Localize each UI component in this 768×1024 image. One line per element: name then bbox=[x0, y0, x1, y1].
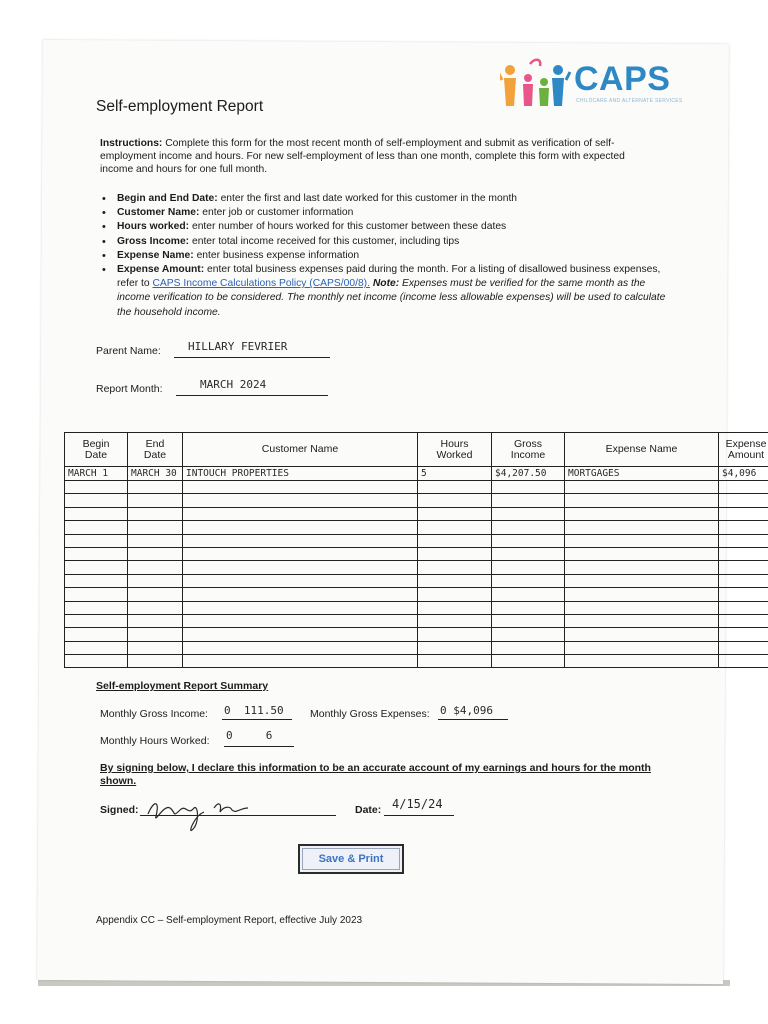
table-row bbox=[65, 494, 768, 507]
cell-expense-name[interactable] bbox=[565, 574, 719, 587]
cell-begin-date[interactable] bbox=[65, 614, 128, 627]
cell-gross-income[interactable] bbox=[492, 534, 565, 547]
cell-gross-income[interactable] bbox=[492, 547, 565, 560]
table-row bbox=[65, 534, 768, 547]
cell-hours-worked[interactable] bbox=[418, 601, 492, 614]
cell-end-date[interactable] bbox=[128, 588, 183, 601]
cell-expense-name[interactable] bbox=[565, 588, 719, 601]
table-row bbox=[65, 521, 768, 534]
bullet-label: Gross Income: bbox=[117, 235, 190, 247]
summary-title: Self-employment Report Summary bbox=[96, 680, 269, 692]
bullet-item bbox=[100, 192, 668, 206]
cell-gross-income[interactable] bbox=[492, 507, 565, 520]
parent-name-field[interactable]: HILLARY FEVRIER bbox=[188, 340, 288, 353]
hours-worked-field[interactable]: 0 6 bbox=[226, 729, 273, 742]
header-customer-name: Customer Name bbox=[183, 433, 418, 467]
cell-customer-name[interactable] bbox=[183, 614, 418, 627]
hours-worked-label: Monthly Hours Worked: bbox=[100, 735, 210, 747]
cell-customer-name[interactable] bbox=[183, 588, 418, 601]
signature-scribble[interactable] bbox=[144, 794, 254, 834]
cell-gross-income[interactable] bbox=[492, 588, 565, 601]
cell-hours-worked[interactable] bbox=[418, 588, 492, 601]
cell-customer-name[interactable] bbox=[183, 481, 418, 494]
cell-expense-name[interactable] bbox=[565, 641, 719, 654]
cell-customer-name[interactable] bbox=[183, 601, 418, 614]
cell-expense-name[interactable]: MORTGAGES bbox=[565, 467, 719, 481]
cell-begin-date[interactable] bbox=[65, 588, 128, 601]
cell-end-date[interactable] bbox=[128, 547, 183, 560]
cell-customer-name[interactable] bbox=[183, 507, 418, 520]
footer-text: Appendix CC – Self-employment Report, effective July 2023 bbox=[96, 915, 363, 926]
cell-expense-amount[interactable] bbox=[719, 574, 768, 587]
cell-expense-name[interactable] bbox=[565, 547, 719, 560]
bullet-text: enter job or customer information bbox=[202, 207, 354, 219]
date-label: Date: bbox=[355, 804, 382, 816]
bullet-text: enter total business expenses paid during the month. For a listing of disallowed business expenses, refer to bbox=[117, 264, 661, 290]
cell-customer-name[interactable] bbox=[183, 521, 418, 534]
cell-end-date[interactable] bbox=[128, 507, 183, 520]
instructions-text: Complete this form for the most recent month of self-employment and submit as verification of self-employment income and hours. For new self-employment of less than one month, complete this form with expected income and hours for one full month. bbox=[100, 138, 625, 176]
bullet-text: enter total income received for this customer, including tips bbox=[191, 235, 460, 247]
cell-gross-income[interactable] bbox=[492, 481, 565, 494]
cell-expense-name[interactable] bbox=[565, 614, 719, 627]
cell-customer-name[interactable] bbox=[183, 628, 418, 641]
cell-expense-name[interactable] bbox=[565, 655, 719, 668]
note-text: Expenses must be verified for the same month as the income verification to be considered. The monthly net income (income less allowable expenses) will be used to calculate the household income. bbox=[117, 278, 666, 318]
instructions bbox=[100, 137, 660, 177]
bullet-text: enter the first and last date worked for this customer in the month bbox=[220, 193, 518, 204]
cell-expense-amount[interactable] bbox=[719, 561, 768, 574]
table-row bbox=[65, 507, 768, 520]
header-expense-name: Expense Name bbox=[565, 433, 719, 467]
date-field[interactable]: 4/15/24 bbox=[392, 797, 443, 811]
family-figures-icon bbox=[500, 56, 572, 110]
cell-expense-name[interactable] bbox=[565, 481, 719, 494]
table-row bbox=[65, 601, 768, 614]
cell-begin-date[interactable] bbox=[65, 641, 128, 654]
gross-income-label: Monthly Gross Income: bbox=[100, 708, 208, 720]
cell-expense-name[interactable] bbox=[565, 494, 719, 507]
cell-expense-name[interactable] bbox=[565, 534, 719, 547]
cell-hours-worked[interactable] bbox=[418, 547, 492, 560]
cell-expense-name[interactable] bbox=[565, 561, 719, 574]
report-month-label: Report Month: bbox=[96, 383, 163, 395]
declaration-text: By signing below, I declare this information to be an accurate account of my earnings and hours for the month shown. bbox=[100, 762, 651, 787]
note-label: Note: bbox=[372, 278, 400, 290]
cell-expense-amount[interactable] bbox=[719, 494, 768, 507]
cell-end-date[interactable] bbox=[128, 574, 183, 587]
bullet-item bbox=[100, 235, 668, 249]
cell-gross-income[interactable]: $4,207.50 bbox=[492, 467, 565, 481]
cell-expense-name[interactable] bbox=[565, 521, 719, 534]
logo-tagline: CHILDCARE AND ALTERNATE SERVICES bbox=[576, 98, 683, 104]
header-begin-date: Begin Date bbox=[65, 433, 128, 467]
gross-expenses-label: Monthly Gross Expenses: bbox=[310, 708, 430, 720]
income-expense-table bbox=[64, 432, 768, 668]
bullet-item bbox=[100, 249, 668, 263]
cell-expense-name[interactable] bbox=[565, 601, 719, 614]
report-month-field[interactable]: MARCH 2024 bbox=[200, 378, 267, 391]
cell-gross-income[interactable] bbox=[492, 641, 565, 654]
cell-expense-amount[interactable] bbox=[719, 547, 768, 560]
bullet-label: Customer Name: bbox=[117, 207, 200, 219]
cell-end-date[interactable] bbox=[128, 601, 183, 614]
cell-expense-amount[interactable] bbox=[719, 655, 768, 668]
bullet-text: enter business expense information bbox=[196, 249, 360, 261]
bullet-label: Expense Name: bbox=[117, 249, 194, 261]
save-print-button[interactable] bbox=[298, 844, 404, 874]
cell-expense-amount[interactable] bbox=[719, 601, 768, 614]
save-print-label: Save & Print bbox=[318, 853, 384, 865]
cell-begin-date[interactable] bbox=[65, 547, 128, 560]
bullet-text: enter number of hours worked for this customer between these dates bbox=[191, 221, 507, 233]
cell-customer-name[interactable] bbox=[183, 655, 418, 668]
cell-hours-worked[interactable] bbox=[418, 481, 492, 494]
table-body bbox=[65, 467, 768, 668]
cell-begin-date[interactable]: MARCH 1 bbox=[65, 467, 128, 481]
logo-wordmark: CAPS bbox=[574, 60, 671, 98]
cell-gross-income[interactable] bbox=[492, 655, 565, 668]
cell-end-date[interactable] bbox=[128, 494, 183, 507]
cell-expense-amount[interactable] bbox=[719, 481, 768, 494]
cell-expense-amount[interactable] bbox=[719, 521, 768, 534]
cell-hours-worked[interactable] bbox=[418, 521, 492, 534]
cell-expense-name[interactable] bbox=[565, 507, 719, 520]
header-hours-worked: Hours Worked bbox=[418, 433, 492, 467]
table-header-row bbox=[65, 433, 768, 467]
cell-begin-date[interactable] bbox=[65, 534, 128, 547]
parent-name-label: Parent Name: bbox=[96, 345, 161, 357]
header-gross-income: Gross Income bbox=[492, 433, 565, 467]
cell-expense-amount[interactable] bbox=[719, 534, 768, 547]
table-row bbox=[65, 641, 768, 654]
cell-hours-worked[interactable] bbox=[418, 534, 492, 547]
cell-end-date[interactable] bbox=[128, 655, 183, 668]
table-row bbox=[65, 561, 768, 574]
bullet-item bbox=[100, 263, 668, 320]
cell-customer-name[interactable] bbox=[183, 641, 418, 654]
cell-begin-date[interactable] bbox=[65, 521, 128, 534]
cell-expense-amount[interactable] bbox=[719, 588, 768, 601]
cell-end-date[interactable] bbox=[128, 641, 183, 654]
cell-expense-name[interactable] bbox=[565, 628, 719, 641]
cell-hours-worked[interactable] bbox=[418, 655, 492, 668]
table-row bbox=[65, 481, 768, 494]
header-expense-amount: Expense Amount bbox=[719, 433, 768, 467]
cell-end-date[interactable] bbox=[128, 481, 183, 494]
cell-begin-date[interactable] bbox=[65, 481, 128, 494]
cell-end-date[interactable]: MARCH 30 bbox=[128, 467, 183, 481]
cell-expense-amount[interactable]: $4,096 bbox=[719, 467, 768, 481]
table-row bbox=[65, 547, 768, 560]
cell-begin-date[interactable] bbox=[65, 574, 128, 587]
cell-end-date[interactable] bbox=[128, 561, 183, 574]
cell-gross-income[interactable] bbox=[492, 561, 565, 574]
cell-hours-worked[interactable] bbox=[418, 641, 492, 654]
cell-hours-worked[interactable] bbox=[418, 561, 492, 574]
table-row bbox=[65, 655, 768, 668]
cell-begin-date[interactable] bbox=[65, 494, 128, 507]
cell-gross-income[interactable] bbox=[492, 614, 565, 627]
cell-customer-name[interactable] bbox=[183, 561, 418, 574]
cell-customer-name[interactable] bbox=[183, 494, 418, 507]
cell-begin-date[interactable] bbox=[65, 507, 128, 520]
caps-logo bbox=[500, 56, 690, 110]
cell-hours-worked[interactable] bbox=[418, 614, 492, 627]
policy-link[interactable]: CAPS Income Calculations Policy (CAPS/00/8). bbox=[152, 278, 370, 290]
cell-begin-date[interactable] bbox=[65, 628, 128, 641]
cell-gross-income[interactable] bbox=[492, 628, 565, 641]
cell-end-date[interactable] bbox=[128, 534, 183, 547]
cell-end-date[interactable] bbox=[128, 628, 183, 641]
cell-expense-amount[interactable] bbox=[719, 628, 768, 641]
instruction-bullets bbox=[100, 192, 668, 320]
table-row bbox=[65, 574, 768, 587]
bullet-item bbox=[100, 220, 668, 234]
cell-hours-worked[interactable]: 5 bbox=[418, 467, 492, 481]
bullet-label: Begin and End Date: bbox=[117, 193, 218, 204]
cell-expense-amount[interactable] bbox=[719, 614, 768, 627]
cell-end-date[interactable] bbox=[128, 614, 183, 627]
gross-income-field[interactable]: 0 111.50 bbox=[224, 704, 284, 717]
cell-customer-name[interactable]: INTOUCH PROPERTIES bbox=[183, 467, 418, 481]
table-row bbox=[65, 628, 768, 641]
table-row bbox=[65, 614, 768, 627]
signed-label: Signed: bbox=[100, 804, 139, 816]
cell-gross-income[interactable] bbox=[492, 494, 565, 507]
cell-begin-date[interactable] bbox=[65, 655, 128, 668]
table-row bbox=[65, 467, 768, 481]
bullet-label: Hours worked: bbox=[117, 221, 190, 233]
cell-begin-date[interactable] bbox=[65, 601, 128, 614]
cell-expense-amount[interactable] bbox=[719, 641, 768, 654]
cell-gross-income[interactable] bbox=[492, 574, 565, 587]
cell-customer-name[interactable] bbox=[183, 574, 418, 587]
cell-hours-worked[interactable] bbox=[418, 628, 492, 641]
cell-customer-name[interactable] bbox=[183, 534, 418, 547]
bullet-item bbox=[100, 206, 668, 220]
header-end-date: End Date bbox=[128, 433, 183, 467]
gross-expenses-field[interactable]: 0 $4,096 bbox=[440, 704, 493, 717]
cell-customer-name[interactable] bbox=[183, 547, 418, 560]
cell-hours-worked[interactable] bbox=[418, 574, 492, 587]
cell-gross-income[interactable] bbox=[492, 521, 565, 534]
instructions-label: Instructions: bbox=[100, 138, 163, 149]
cell-end-date[interactable] bbox=[128, 521, 183, 534]
cell-begin-date[interactable] bbox=[65, 561, 128, 574]
bullet-label: Expense Amount: bbox=[117, 264, 205, 276]
cell-hours-worked[interactable] bbox=[418, 494, 492, 507]
table-row bbox=[65, 588, 768, 601]
cell-expense-amount[interactable] bbox=[719, 507, 768, 520]
form-title: Self-employment Report bbox=[96, 98, 264, 115]
cell-gross-income[interactable] bbox=[492, 601, 565, 614]
cell-hours-worked[interactable] bbox=[418, 507, 492, 520]
